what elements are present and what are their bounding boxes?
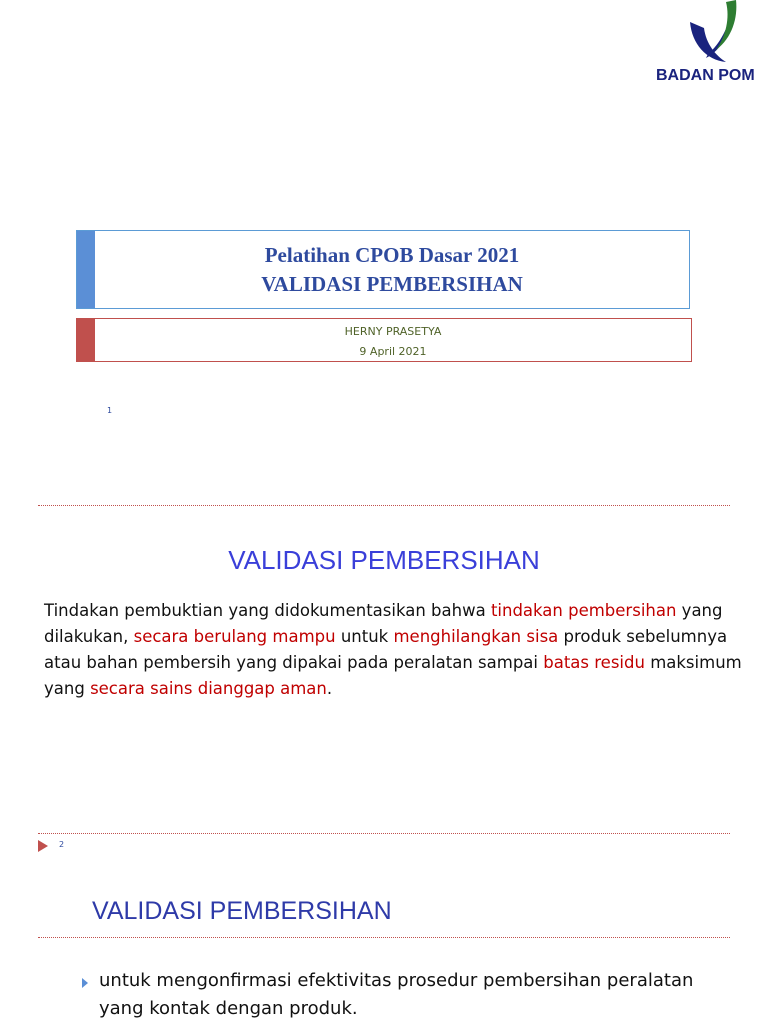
slide1-title-box	[76, 230, 690, 309]
slide-divider	[38, 505, 730, 506]
body-text: maksimum yang	[44, 653, 742, 698]
bullet-arrow-icon	[82, 978, 88, 988]
author-name: HERNY PRASETYA	[344, 325, 442, 338]
highlight-text: menghilangkan sisa	[393, 627, 559, 646]
body-text: yang dilakukan,	[44, 601, 723, 646]
logo-wordmark	[656, 67, 755, 85]
slide2-title: VALIDASI PEMBERSIHAN	[228, 545, 540, 575]
slide1-title-line1: Pelatihan CPOB Dasar 2021	[264, 243, 520, 267]
badan-pom-logo	[654, 0, 768, 90]
body-text: Tindakan pembuktian yang didokumentasikan bahwa	[44, 601, 491, 620]
slide1-author-box	[76, 318, 692, 362]
logo-word-pom: POM	[718, 67, 755, 84]
title-accent-bar	[77, 231, 95, 308]
slide1-page-number: 1	[107, 406, 113, 415]
body-text: untuk	[335, 627, 394, 646]
presentation-date: 9 April 2021	[359, 345, 427, 358]
highlight-text: secara sains dianggap aman	[90, 679, 327, 698]
highlight-text: tindakan pembersihan	[490, 601, 677, 620]
body-text: .	[326, 679, 333, 698]
title-underline	[38, 937, 730, 938]
triangle-marker-icon	[38, 840, 48, 852]
slide3-bullet-item: untuk mengonfirmasi efektivitas prosedur pembersihan peralatan yang kontak dengan produk.	[99, 970, 694, 1019]
slide2-page-number: 2	[59, 840, 65, 849]
slide2-definition-text	[44, 598, 744, 702]
author-accent-bar	[77, 319, 95, 361]
slide3-title: VALIDASI PEMBERSIHAN	[92, 897, 392, 925]
logo-word-badan: BADAN	[656, 67, 714, 84]
badan-pom-swoosh-icon	[682, 0, 742, 66]
slide-divider	[38, 833, 730, 834]
body-text: produk sebelumnya atau bahan pembersih yang dipakai pada peralatan sampai	[44, 627, 728, 672]
slide1-title-line2: VALIDASI PEMBERSIHAN	[261, 272, 523, 296]
highlight-text: secara berulang mampu	[133, 627, 336, 646]
highlight-text: batas residu	[543, 653, 645, 672]
